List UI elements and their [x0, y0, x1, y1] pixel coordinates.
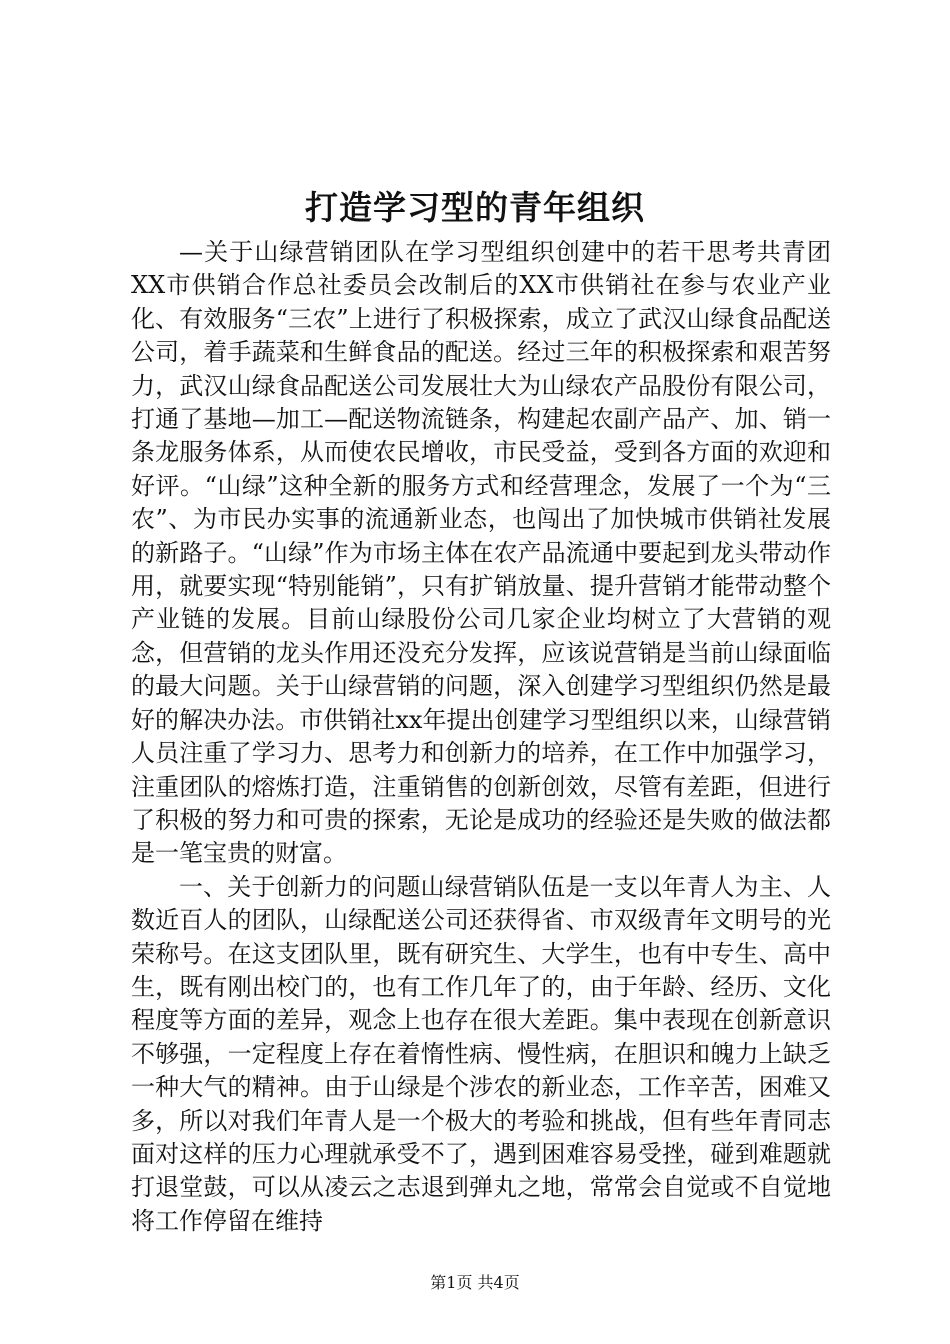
document-body — [131, 236, 831, 1238]
page-footer: 第1页 共4页 — [430, 1273, 520, 1292]
document-title: 打造学习型的青年组织 — [305, 188, 645, 227]
paragraph-intro: —关于山绿营销团队在学习型组织创建中的若干思考共青团XX市供销合作总社委员会改制后的XX市供销社在参与农业产业化、有效服务“三农”上进行了积极探索，成立了武汉山绿食品配送公司，着手蔬菜和生鲜食品的配送。经过三年的积极探索和艰苦努力，武汉山绿食品配送公司发展壮大为山绿农产品股份有限公司，打通了基地—加工—配送物流链条，构建起农副产品产、加、销一条龙服务体系，从而使农民增收，市民受益，受到各方面的欢迎和好评。“山绿”这种全新的服务方式和经营理念，发展了一个为“三农”、为市民办实事的流通新业态，也闯出了加快城市供销社发展的新路子。“山绿”作为市场主体在农产品流通中要起到龙头带动作用，就要实现“特别能销”，只有扩销放量、提升营销才能带动整个产业链的发展。目前山绿股份公司几家企业均树立了大营销的观念，但营销的龙头作用还没充分发挥，应该说营销是当前山绿面临的最大问题。关于山绿营销的问题，深入创建学习型组织仍然是最好的解决办法。市供销社xx年提出创建学习型组织以来，山绿营销人员注重了学习力、思考力和创新力的培养，在工作中加强学习，注重团队的熔炼打造，注重销售的创新创效，尽管有差距，但进行了积极的努力和可贵的探索，无论是成功的经验还是失败的做法都是一笔宝贵的财富。 — [131, 238, 831, 868]
paragraph-section-one: 一、关于创新力的问题山绿营销队伍是一支以年青人为主、人数近百人的团队，山绿配送公司还获得省、市双级青年文明号的光荣称号。在这支团队里，既有研究生、大学生，也有中专生、高中生，既有刚出校门的，也有工作几年了的，由于年龄、经历、文化程度等方面的差异，观念上也存在很大差距。集中表现在创新意识不够强，一定程度上存在着惰性病、慢性病，在胆识和魄力上缺乏一种大气的精神。由于山绿是个涉农的新业态，工作辛苦，困难又多，所以对我们年青人是一个极大的考验和挑战，但有些年青同志面对这样的压力心理就承受不了，遇到困难容易受挫，碰到难题就打退堂鼓，可以从凌云之志退到弹丸之地，常常会自觉或不自觉地将工作停留在维持 — [131, 872, 831, 1235]
